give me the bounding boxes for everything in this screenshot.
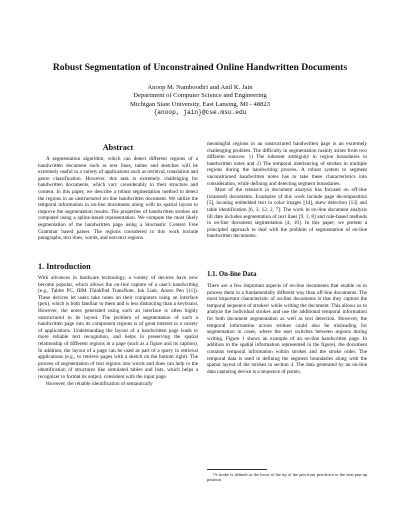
online-data-heading: 1.1. On-line Data [207, 271, 257, 278]
intro-paragraph-2-start: However, the reliable identification of semantically [46, 380, 153, 387]
right-column-text [207, 141, 367, 240]
author-email: {anoop, jain}@cse.msu.edu [153, 108, 247, 116]
abstract-heading: Abstract [102, 143, 134, 152]
online-data-text: There are a few important aspects of on-line documents that enable us to process them in a fundamentally different way than off-line documents. The most important characteristic of on-line documents is that they capture the temporal sequence of strokes¹ while writing the document. This allows us to analyze the individual strokes and use the additional temporal information for both document segmentation as well as text detection. However, the temporal information across strokes could also be misleading for segmentation in cases, where the user switches between regions during writing. Figure 1 shows an example of an on-line handwritten page. In addition to the spatial information represented in the figure), the document contains temporal information within strokes and the stroke order. The temporal data is used in defining the segment boundaries along with the spatial layout of the strokes in section 4. The data generated by an on-line data capturing device is a sequence of points, [207, 283, 367, 375]
affiliation-department: Department of Computer Science and Engineering [133, 92, 267, 100]
intro-paragraph-1: With advances in hardware technology, a variety of devices have now become popular, which allows the on-line capture of a user's handwriting (e.g., Tablet PC, IBM ThinkPad TransNote, Ink Link, Anoto Pen [11]). These devices let users take notes on their computers using an interface (pen), which is both familiar to them and is less distracting than a keyboard. However, the notes generated using such an interface is often highly unstructured in its layout. The problem of segmentation of such a handwritten page into its component regions is of great interest in a variety of applications. Understanding the layout of a handwritten page leads to more reliable text recognition, and helps in preserving the spatial relationship of different regions in a page (such as a figure and its caption). In addition, the layout of a page can be used as part of a query in retrieval applications (e.g., to retrieve pages with a sketch on the bottom right). The process of segmentation of text regions into words and lines can help in the identification of structures like simulated tables and lists, which helps a recognizer to format its output, consistent with the input page. [38, 275, 198, 380]
author-names: Anoop M. Namboodiri and Anil K. Jain [147, 84, 253, 91]
author-block [0, 84, 400, 117]
intro-paragraph-2-cont: meaningful regions in an unstructured handwritten page is an extremely challenging problem. The difficulty in segmentation mainly arises from two different sources: 1) The inherent ambiguity in region boundaries in handwritten notes and 2) The temporal interleaving of strokes in multiple regions during the handwriting process. A robust system to segment unconstrained handwritten notes has to take these characteristics into consideration, while defining and detecting segment boundaries. [207, 141, 367, 187]
footnote-rule [207, 469, 267, 470]
footnote-text: ¹A stroke is defined as the locus of the tip of the pen from pen-down to the next pen-up position. [207, 472, 367, 483]
footnote [207, 472, 367, 483]
intro-heading: 1. Introduction [38, 262, 91, 271]
online-data-body [207, 283, 367, 375]
intro-body [38, 275, 198, 387]
affiliation-university: Michigan State University, East Lansing, MI - 48823 [129, 100, 271, 108]
paper-title: Robust Segmentation of Unconstrained Online Handwritten Documents [52, 62, 348, 73]
abstract-text: A segmentation algorithm, which can detect different regions of a handwritten document such as text lines, tables and sketches will be extremely useful in a variety of applications such as retrieval, translation and genre classification. However, this task is extremely challenging for handwritten documents, which vary considerably in their structure and content. In this paper, we describe a robust segmentation method to detect the regions in an unstructured on-line handwritten document. We utilize the temporal information in on-line documents along with its spatial layout to improve the segmentation results. The properties of handwritten strokes are computed using a spline-based representation. We compute the most likely segmentation of the handwritten page using a Stochastic Context Free Grammar based parser. The regions considered in this work include paragraphs, text lines, words, and non-text regions. [38, 156, 198, 242]
intro-paragraph-3: Most of the research in document analysis has focused on off-line (scanned) documents. Examples of this work include page decomposition [5], locating embedded text in color images [14], skew detection [13] and table identification [6, 3, 12, 2, 7]. The work in on-line document analysis till date includes segmentation of text lines [9, 1, 8] and rule-based methods in on-line document segmentation [4, 10]. In this paper, we present a principled approach to deal with the problem of segmentation of on-line handwritten documents. [207, 187, 367, 240]
abstract-body [38, 156, 198, 242]
